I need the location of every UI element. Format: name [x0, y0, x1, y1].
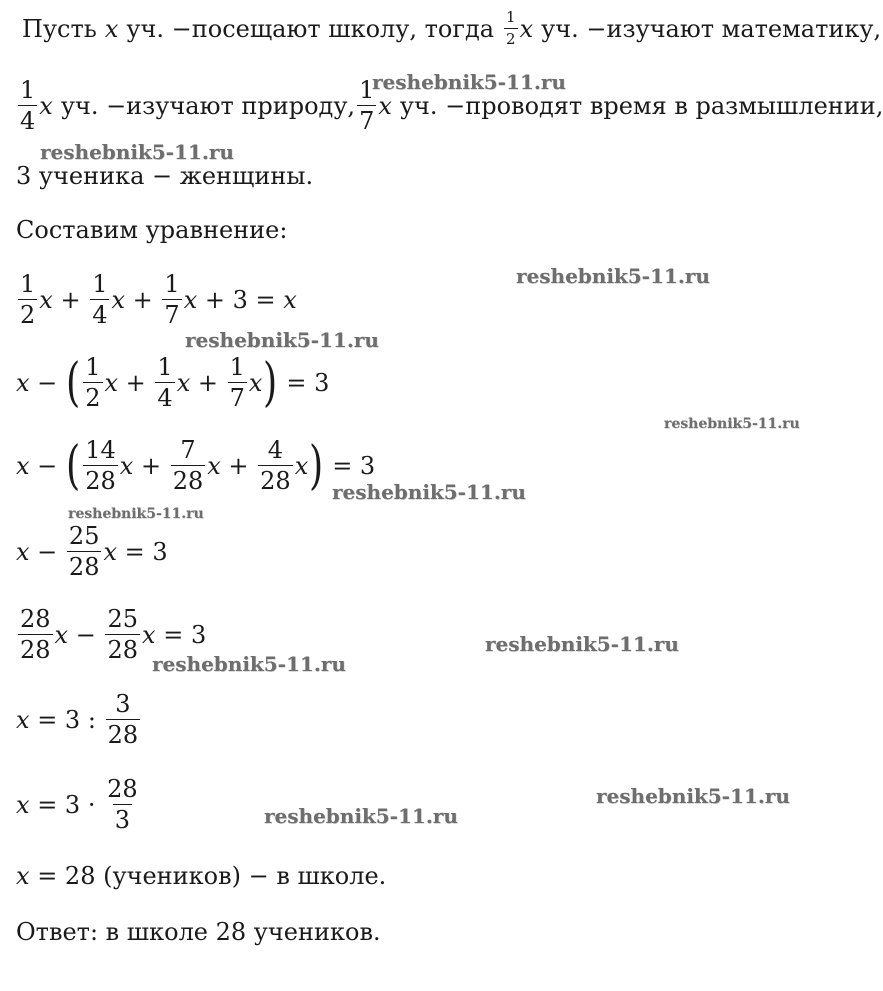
var-x: x: [16, 537, 30, 566]
watermark: reshebnik5-11.ru: [152, 652, 346, 676]
paren-open: (: [65, 352, 81, 413]
eq5-frac2: $\frac{25}{28}$: [107, 605, 139, 664]
result-line: [16, 862, 386, 890]
eq3-frac1: $\frac{14}{28}$: [85, 436, 116, 495]
var-x: x: [248, 368, 263, 397]
var-x: x: [378, 91, 392, 120]
var-x: x: [183, 285, 198, 314]
eq7-frac1: $\frac{28}{3}$: [107, 775, 138, 834]
var-x: x: [104, 368, 119, 397]
var-x: x: [283, 285, 297, 314]
compose-text: Составим уравнение:: [16, 216, 288, 244]
answer-line: [16, 918, 381, 946]
var-x: x: [176, 368, 191, 397]
watermark: reshebnik5-11.ru: [332, 480, 526, 504]
eq1-frac2: $\frac{1}{4}$: [92, 270, 108, 329]
intro-part3: уч. −изучают природу,: [60, 91, 356, 120]
var-x: x: [16, 705, 30, 734]
watermark: reshebnik5-11.ru: [68, 506, 204, 522]
equation-3: x − ( $\frac{14}{28}$ x + $\frac{7}{28}$ x + $\frac{4}{28}$ x ) = 3: [16, 435, 376, 496]
var-x: x: [207, 451, 221, 480]
paren-close: ): [309, 435, 324, 496]
paren-open: (: [65, 435, 81, 496]
answer-text: Ответ: в школе 28 учеников.: [16, 918, 381, 946]
var-x: x: [16, 862, 30, 890]
eq7-head: = 3 ·: [37, 790, 96, 819]
var-x: x: [111, 285, 126, 314]
eq1-frac1: $\frac{1}{2}$: [20, 270, 36, 329]
fraction-half: $\frac{1}{2}$: [506, 8, 516, 48]
fraction-seventh: $\frac{1}{7}$: [359, 76, 375, 135]
paren-close: ): [263, 352, 278, 413]
eq5-tail: = 3: [163, 620, 207, 649]
intro-line-3: [16, 162, 313, 190]
watermark: reshebnik5-11.ru: [516, 264, 710, 288]
eq2-frac1: $\frac{1}{2}$: [85, 353, 101, 412]
compose-heading: [16, 216, 287, 244]
eq2-tail: = 3: [286, 368, 330, 397]
equation-4: x − $\frac{25}{28}$ x = 3: [16, 522, 168, 581]
eq4-tail: = 3: [124, 537, 168, 566]
eq2-frac3: $\frac{1}{7}$: [229, 353, 245, 412]
var-x: x: [39, 91, 53, 120]
fraction-quarter: $\frac{1}{4}$: [20, 76, 36, 135]
var-x: x: [103, 537, 118, 566]
var-x: x: [119, 451, 134, 480]
var-x: x: [142, 620, 156, 649]
var-x: x: [104, 14, 119, 43]
intro-pre: Пусть: [22, 14, 97, 43]
eq3-frac3: $\frac{4}{28}$: [260, 436, 291, 495]
watermark: reshebnik5-11.ru: [185, 328, 379, 352]
eq1-tail: + 3 =: [204, 285, 276, 314]
equation-7: [16, 777, 142, 832]
eq2-frac2: $\frac{1}{4}$: [157, 353, 173, 412]
equation-5: $\frac{28}{28}$ x − $\frac{25}{28}$ x = 3: [20, 605, 207, 664]
eq1-frac3: $\frac{1}{7}$: [164, 270, 180, 329]
equation-6: [16, 692, 142, 747]
intro-line-1: [22, 10, 881, 47]
var-x: x: [39, 285, 53, 314]
watermark: reshebnik5-11.ru: [372, 70, 566, 94]
result-text: = 28 (учеников) − в школе.: [37, 862, 387, 890]
watermark: reshebnik5-11.ru: [485, 632, 679, 656]
var-x: x: [294, 451, 309, 480]
intro-part4: уч. −проводят время в размышлении,: [399, 91, 883, 120]
watermark: reshebnik5-11.ru: [664, 416, 800, 432]
eq6-head: = 3 :: [37, 705, 96, 734]
watermark: reshebnik5-11.ru: [596, 784, 790, 808]
eq6-frac1: $\frac{3}{28}$: [107, 690, 139, 749]
equation-2: x − ( $\frac{1}{2}$ x + $\frac{1}{4}$ x + $\frac{1}{7}$ x ) = 3: [16, 352, 330, 413]
eq3-frac2: $\frac{7}{28}$: [172, 436, 204, 495]
watermark: reshebnik5-11.ru: [264, 804, 458, 828]
eq4-frac1: $\frac{25}{28}$: [68, 522, 100, 581]
var-x: x: [16, 790, 30, 819]
intro-part2: уч. −изучают математику,: [541, 14, 882, 43]
watermark: reshebnik5-11.ru: [40, 140, 234, 164]
intro-part1: уч. −посещают школу, тогда: [126, 14, 495, 43]
var-x: x: [54, 620, 69, 649]
var-x: x: [16, 368, 30, 397]
eq3-tail: = 3: [332, 451, 376, 480]
intro-part5: 3 ученика − женщины.: [16, 162, 314, 190]
eq5-frac1: $\frac{28}{28}$: [20, 605, 51, 664]
var-x: x: [519, 14, 534, 43]
var-x: x: [16, 451, 30, 480]
equation-1: $\frac{1}{2}$ x + $\frac{1}{4}$ x + $\frac{1}{7}$ x + 3 = x: [20, 270, 297, 329]
